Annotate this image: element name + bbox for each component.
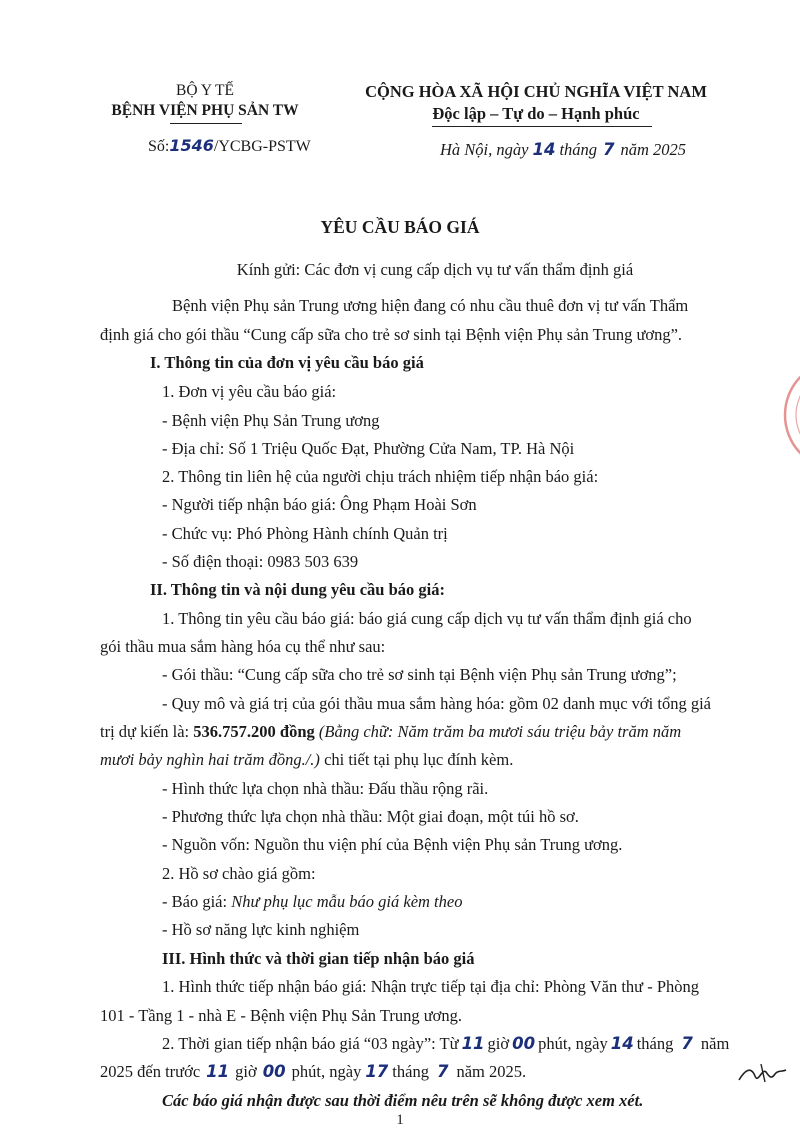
to-day-handwritten: 17 xyxy=(365,1062,389,1081)
s2-line-10 xyxy=(162,892,462,912)
section-1-heading: I. Thông tin của đơn vị yêu cầu báo giá xyxy=(150,353,424,372)
intro-line-1: Bệnh viện Phụ sản Trung ương hiện đang có nhu cầu thuê đơn vị tư vấn Thẩm xyxy=(172,296,689,315)
republic-name: CỘNG HÒA XÃ HỘI CHỦ NGHĨA VIỆT NAM xyxy=(365,82,707,101)
doc-no-handwritten: 1546 xyxy=(169,136,214,155)
s2-line-8: - Nguồn vốn: Nguồn thu viện phí của Bệnh viện Phụ sản Trung ương. xyxy=(162,835,623,854)
page-number: 1 xyxy=(396,1112,404,1128)
s2-line-9: 2. Hồ sơ chào giá gồm: xyxy=(162,864,316,883)
date-month-word: tháng xyxy=(559,140,598,159)
deadline-note: Các báo giá nhận được sau thời điểm nêu trên sẽ không được xem xét. xyxy=(162,1091,644,1110)
s2-line-5 xyxy=(100,750,513,770)
from-minute-day-word: phút, ngày xyxy=(538,1034,608,1053)
s1-line-4: 2. Thông tin liên hệ của người chịu trách nhiệm tiếp nhận báo giá: xyxy=(162,467,599,486)
s3-line-1a: 1. Hình thức tiếp nhận báo giá: Nhận trực tiếp tại địa chỉ: Phòng Văn thư - Phòng xyxy=(162,977,700,996)
from-month-handwritten: 7 xyxy=(681,1034,693,1053)
to-year-word: năm 2025. xyxy=(456,1062,527,1081)
s2-line-3: - Quy mô và giá trị của gói thầu mua sắm hàng hóa: gồm 02 danh mục với tổng giá xyxy=(162,694,711,713)
s2-line-1b: gói thầu mua sắm hàng hóa cụ thể như sau: xyxy=(100,637,386,656)
section-2-heading: II. Thông tin và nội dung yêu cầu báo giá: xyxy=(150,580,445,599)
intro-line-2: định giá cho gói thầu “Cung cấp sữa cho trẻ sơ sinh tại Bệnh viện Phụ sản Trung ương”. xyxy=(100,325,683,344)
section-3-heading: III. Hình thức và thời gian tiếp nhận báo giá xyxy=(162,949,475,968)
to-month-word: tháng xyxy=(392,1062,429,1081)
s3-time-line-1 xyxy=(162,1034,729,1054)
from-day-handwritten: 14 xyxy=(610,1034,634,1053)
to-minute-handwritten: 00 xyxy=(262,1062,286,1081)
s2-line-4-prefix: trị dự kiến là: xyxy=(100,722,194,741)
from-year-word: năm xyxy=(700,1034,730,1053)
s1-line-2: - Bệnh viện Phụ Sản Trung ương xyxy=(162,411,380,430)
s2-line-6: - Hình thức lựa chọn nhà thầu: Đấu thầu rộng rãi. xyxy=(162,779,489,798)
date-year: năm 2025 xyxy=(620,140,687,159)
ministry-name: BỘ Y TẾ xyxy=(176,82,234,99)
s3-time-line-2 xyxy=(100,1062,526,1082)
amount-in-words-2: mươi bảy nghìn hai trăm đồng./.) xyxy=(100,750,320,769)
amount-in-words-1: (Bằng chữ: Năm trăm ba mươi sáu triệu bảy trăm năm xyxy=(314,722,682,741)
hospital-name: BỆNH VIỆN PHỤ SẢN TW xyxy=(111,102,299,119)
doc-no-suffix: /YCBG-PSTW xyxy=(213,138,311,155)
recipient-line: Kính gửi: Các đơn vị cung cấp dịch vụ tư vấn thẩm định giá xyxy=(236,260,634,279)
s1-line-6: - Chức vụ: Phó Phòng Hành chính Quản trị xyxy=(162,524,448,543)
to-hour-handwritten: 11 xyxy=(206,1062,230,1081)
stamp-edge-icon xyxy=(760,360,800,470)
doc-no-prefix: Số: xyxy=(148,138,170,155)
s1-line-7: - Số điện thoại: 0983 503 639 xyxy=(162,552,359,571)
total-amount: 536.757.200 đồng xyxy=(193,722,315,741)
to-hour-word: giờ xyxy=(235,1062,257,1081)
from-hour-handwritten: 11 xyxy=(461,1034,485,1053)
to-minute-day-word: phút, ngày xyxy=(291,1062,362,1081)
s2-line-10-italic: Như phụ lục mẫu báo giá kèm theo xyxy=(231,892,463,911)
date-month-handwritten: 7 xyxy=(603,140,615,159)
s2-line-11: - Hồ sơ năng lực kinh nghiệm xyxy=(162,920,360,939)
date-day-handwritten: 14 xyxy=(532,140,556,159)
from-month-word: tháng xyxy=(636,1034,674,1053)
time-to-prefix: 2025 đến trước xyxy=(100,1062,201,1081)
s2-line-1a: 1. Thông tin yêu cầu báo giá: báo giá cung cấp dịch vụ tư vấn thẩm định giá cho xyxy=(162,609,692,628)
date-prefix: Hà Nội, ngày xyxy=(440,140,529,159)
s2-line-2: - Gói thầu: “Cung cấp sữa cho trẻ sơ sinh tại Bệnh viện Phụ sản Trung ương”; xyxy=(162,665,677,684)
s1-line-5: - Người tiếp nhận báo giá: Ông Phạm Hoài Sơn xyxy=(162,495,477,514)
initials-signature-icon xyxy=(735,1058,790,1088)
document-title: YÊU CẦU BÁO GIÁ xyxy=(320,217,480,237)
to-month-handwritten: 7 xyxy=(436,1062,449,1081)
s1-line-3: - Địa chỉ: Số 1 Triệu Quốc Đạt, Phường Cửa Nam, TP. Hà Nội xyxy=(162,439,575,458)
time-from-prefix: 2. Thời gian tiếp nhận báo giá “03 ngày”: Từ xyxy=(162,1034,459,1053)
s2-line-5-post: chi tiết tại phụ lục đính kèm. xyxy=(319,750,514,769)
s2-line-10-prefix: - Báo giá: xyxy=(162,892,232,911)
s2-line-4 xyxy=(100,722,681,742)
national-motto: Độc lập – Tự do – Hạnh phúc xyxy=(432,104,640,123)
from-hour-word: giờ xyxy=(487,1034,510,1053)
s3-line-1b: 101 - Tầng 1 - nhà E - Bệnh viện Phụ Sản Trung ương. xyxy=(100,1006,463,1025)
from-minute-handwritten: 00 xyxy=(512,1034,536,1053)
s2-line-7: - Phương thức lựa chọn nhà thầu: Một giai đoạn, một túi hồ sơ. xyxy=(162,807,579,826)
s1-line-1: 1. Đơn vị yêu cầu báo giá: xyxy=(162,382,337,401)
